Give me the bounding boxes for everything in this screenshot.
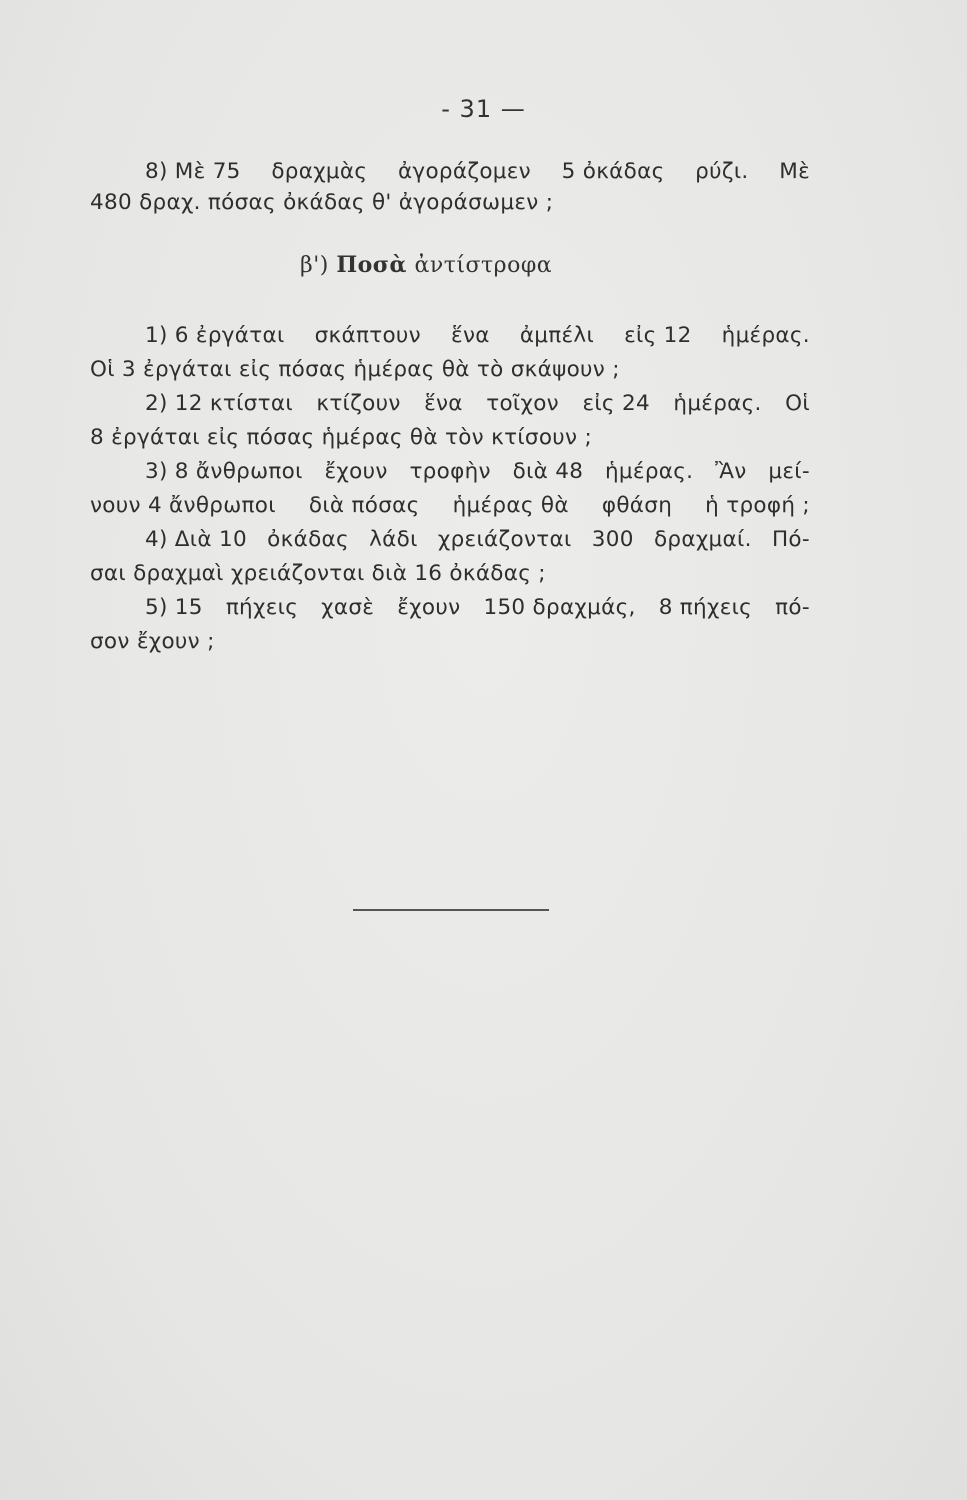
problem-8-line-1: [90, 156, 810, 187]
problem-2: [90, 387, 810, 455]
word: δραχμαί.: [653, 527, 752, 552]
word: τοῖχον: [486, 391, 559, 416]
section-label: β'): [300, 253, 329, 278]
word: ἕνα: [424, 391, 463, 416]
word: διὰ 48: [512, 459, 584, 484]
word: πήχεις: [225, 595, 299, 620]
word: ἀγοράζομεν: [397, 159, 531, 184]
word: 4) Διὰ 10: [145, 527, 247, 552]
problem-8: [90, 156, 810, 218]
problem-5: [90, 591, 810, 659]
word: ἕνα: [451, 323, 490, 348]
word: λάδι: [369, 527, 418, 552]
word: 1) 6 ἐργάται: [145, 323, 285, 348]
word: ἡμέρας.: [673, 391, 762, 416]
problem-4: [90, 523, 810, 591]
word: Μὲ: [779, 159, 810, 184]
section-rest: ἀντίστροφα: [414, 253, 553, 278]
word: ἡ τροφή ;: [705, 493, 810, 518]
word: χασὲ: [321, 595, 375, 620]
word: ἡμέρας.: [721, 323, 810, 348]
problem-1-line-2: Οἱ 3 ἐργάται εἰς πόσας ἡμέρας θὰ τὸ σκάψουν ;: [90, 357, 620, 382]
problem-5-line-1: [90, 591, 810, 625]
word: κτίζουν: [316, 391, 401, 416]
word: ρύζι.: [695, 159, 749, 184]
problem-8-line-2: 480 δραχ. πόσας ὀκάδας θ' ἀγοράσωμεν ;: [90, 190, 554, 215]
word: ἔχουν: [324, 459, 388, 484]
problem-3: [90, 455, 810, 523]
page-number: - 31 —: [441, 95, 526, 123]
section-bold-word: Ποσὰ: [336, 252, 407, 278]
problem-5-line-2: σον ἔχουν ;: [90, 629, 215, 654]
word: μεί-: [768, 459, 810, 484]
word: χρειάζονται: [437, 527, 572, 552]
word: δραχμὰς: [271, 159, 368, 184]
word: πό-: [775, 595, 810, 620]
word: τροφὴν: [409, 459, 491, 484]
problem-4-line-1: [90, 523, 810, 557]
word: ὀκάδας: [267, 527, 349, 552]
word: διὰ πόσας: [308, 493, 420, 518]
problem-2-line-1: [90, 387, 810, 421]
problem-3-line-2: [90, 489, 810, 523]
word: σκάπτουν: [314, 323, 421, 348]
word: 8 πήχεις: [658, 595, 753, 620]
problem-2-line-2: 8 ἐργάται εἰς πόσας ἡμέρας θὰ τὸν κτίσουν ;: [90, 425, 593, 450]
word: ἔχουν: [397, 595, 461, 620]
word: ἡμέρας.: [605, 459, 694, 484]
word: Ἂν: [715, 459, 747, 484]
problem-1: [90, 319, 810, 387]
problem-1-line-1: [90, 319, 810, 353]
word: 150 δραχμάς,: [483, 595, 636, 620]
word: 8) Μὲ 75: [145, 159, 241, 184]
word: 5) 15: [145, 595, 203, 620]
word: εἰς 12: [624, 323, 692, 348]
word: 3) 8 ἄνθρωποι: [145, 459, 303, 484]
word: 2) 12 κτίσται: [145, 391, 293, 416]
word: 5 ὀκάδας: [561, 159, 665, 184]
word: ἡμέρας θὰ: [452, 493, 569, 518]
end-rule: [353, 909, 549, 911]
word: νουν 4 ἄνθρωποι: [90, 493, 276, 518]
problem-3-line-1: [90, 455, 810, 489]
word: ἀμπέλι: [519, 323, 595, 348]
word: φθάση: [601, 493, 673, 518]
word: Οἱ: [785, 391, 810, 416]
problems-list: [90, 319, 810, 659]
problem-4-line-2: σαι δραχμαὶ χρειάζονται διὰ 16 ὀκάδας ;: [90, 561, 546, 586]
word: 300: [591, 527, 634, 552]
section-heading: [300, 252, 552, 278]
word: Πό-: [771, 527, 810, 552]
word: εἰς 24: [582, 391, 650, 416]
